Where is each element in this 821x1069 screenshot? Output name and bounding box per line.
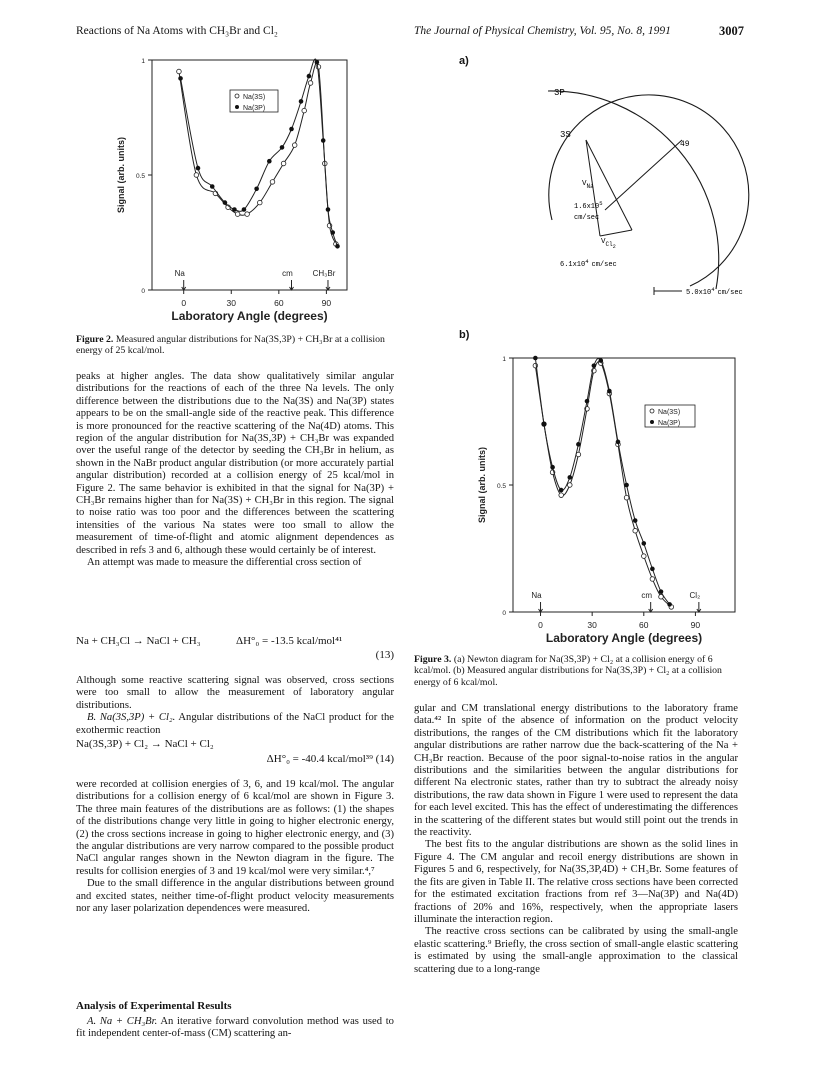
data-point-na3s: [308, 81, 313, 86]
data-point-na3p: [242, 207, 247, 212]
y-tick-label: 1: [141, 58, 145, 65]
paragraph-text: Angular distributions of the NaCl product for the exothermic reaction: [76, 712, 394, 736]
data-point-na3s: [245, 212, 250, 217]
data-point-na3p: [254, 187, 259, 192]
x-tick-label: 60: [274, 298, 284, 308]
figure-2-chart: [100, 55, 365, 335]
paragraph: [76, 1016, 394, 1041]
reference-label: Cl₂: [689, 591, 701, 600]
page-number: 3007: [719, 24, 744, 38]
49-degree-line: [605, 140, 682, 210]
data-point-na3p: [210, 184, 215, 189]
data-point-na3p: [616, 440, 621, 445]
x-axis-label: Laboratory Angle (degrees): [545, 631, 703, 645]
data-point-na3p: [624, 483, 629, 488]
figure-3b-chart: [460, 345, 745, 650]
equation-13-number: (13): [375, 649, 394, 661]
scale-unit: cm/sec: [717, 289, 743, 297]
y-tick-label: 0.5: [496, 483, 506, 490]
newton-diagram: [500, 70, 743, 310]
scale-mantissa: 5.0x10: [686, 289, 712, 297]
right-column: [414, 703, 738, 976]
y-tick-label: 0: [502, 610, 506, 617]
equation-13: [76, 635, 394, 661]
equation-14-enthalpy: ΔH°₀ = -40.4 kcal/mol³⁹: [266, 753, 373, 765]
x-tick-label: 90: [690, 620, 701, 630]
data-point-na3s: [641, 554, 646, 559]
data-point-na3p: [321, 138, 326, 143]
legend-symbol-na3p: [235, 105, 239, 109]
reference-label: Na: [174, 269, 185, 278]
paragraph: The reactive cross sections can be calibrated by using the small-angle elastic scattering.⁹ Briefly, the cross section of small-angle elastic scattering is estimated by using the small-angle approximation to the classical scattering due to a long-range: [414, 926, 738, 975]
figure-2-caption-text: Measured angular distributions for Na(3S,3P) + CH₃Br at a collision energy of 25 kcal/mol.: [76, 334, 385, 357]
x-axis-label: Laboratory Angle (degrees): [171, 309, 328, 323]
equation-14-number: (14): [375, 753, 394, 765]
scale-label: [686, 286, 743, 297]
left-column-upper: [76, 371, 394, 570]
data-point-na3p: [335, 244, 340, 249]
vna-value: [574, 200, 603, 211]
legend-symbol-na3s: [650, 409, 654, 413]
label-3p: 3P: [554, 88, 565, 98]
left-column-middle: [76, 675, 394, 737]
data-point-na3p: [607, 389, 612, 394]
data-point-na3p: [559, 488, 564, 493]
label-49: 49: [680, 140, 690, 149]
vcl2-value-exponent: 4: [585, 258, 589, 265]
data-point-na3p: [576, 442, 581, 447]
y-tick-label: 1: [502, 356, 506, 363]
vna-value-mantissa: 1.6x10: [574, 203, 600, 211]
vcl2-value: [560, 258, 617, 269]
data-point-na3s: [258, 200, 263, 205]
equation-14-reaction: Na(3S,3P) + Cl₂ → NaCl + Cl₂: [76, 738, 214, 750]
series-line-na3p: [181, 59, 338, 246]
data-point-na3p: [326, 207, 331, 212]
left-column-bottom: [76, 1016, 394, 1041]
data-point-na3s: [316, 65, 321, 70]
figure-2-caption-label: Figure 2.: [76, 334, 114, 345]
label-3s: 3S: [560, 130, 571, 140]
vcl-subscript: Cl: [605, 241, 613, 248]
data-point-na3p: [592, 363, 597, 368]
data-point-na3p: [633, 518, 638, 523]
data-point-na3p: [542, 422, 547, 427]
equation-13-reaction: Na + CH₃Cl → NaCl + CH₃: [76, 635, 201, 647]
paragraph: were recorded at collision energies of 3, 6, and 19 kcal/mol. The angular distributions for a collision energy of 6 kcal/mol are shown in Figure 3. The three main features of the distributions are as follows: (1) the shapes of the distributions change very little in going to higher electronic energy, (2) the cross sections increase in going to higher electronic energy, and (3) the angular distributions are very narrow compared to the possible product NaCl angular ranges shown in the Newton diagram in the figure. The results for collision energies of 3 and 19 kcal/mol were very similar.⁴,⁷: [76, 779, 394, 877]
vna-unit: cm/sec: [574, 214, 600, 222]
paragraph-text: An iterative forward convolution method was used to fit independent center-of-mass (CM) scattering an-: [76, 1016, 394, 1040]
legend-label: Na(3P): [658, 420, 681, 427]
section-heading: Analysis of Experimental Results: [76, 1000, 232, 1012]
data-point-na3p: [280, 145, 285, 150]
figure-3-caption-label: Figure 3.: [414, 654, 452, 665]
figure-3b-label: b): [459, 329, 470, 341]
data-point-na3p: [196, 166, 201, 171]
data-point-na3p: [232, 207, 237, 212]
running-header-left: Reactions of Na Atoms with CH₃Br and Cl₂: [76, 25, 278, 37]
data-point-na3s: [559, 493, 564, 498]
data-point-na3s: [633, 528, 638, 533]
data-point-na3s: [302, 108, 307, 113]
left-column-lower: [76, 779, 394, 915]
data-point-na3s: [292, 143, 297, 148]
figure-2-caption: [76, 334, 394, 357]
data-point-na3p: [598, 358, 603, 363]
data-point-na3p: [267, 159, 272, 164]
data-point-na3p: [315, 60, 320, 65]
legend-symbol-na3s: [235, 94, 239, 98]
scale-exponent: 4: [711, 286, 715, 293]
data-point-na3p: [567, 475, 572, 480]
subsection-head: A. Na + CH₃Br.: [87, 1016, 158, 1027]
legend-label: Na(3S): [658, 409, 681, 416]
figure-3-caption: [414, 654, 738, 688]
data-point-na3s: [624, 495, 629, 500]
data-point-na3p: [533, 356, 538, 361]
paragraph: Although some reactive scattering signal was observed, cross sections were too small to allow the measurement of laboratory angular distributions.: [76, 675, 394, 711]
vcl-subscript-2: 2: [612, 244, 616, 250]
equation-13-enthalpy: ΔH°₀ = -13.5 kcal/mol⁴¹: [236, 635, 343, 647]
x-tick-label: 30: [226, 298, 237, 308]
vcl-symbol: V: [601, 238, 606, 246]
reference-label: cm: [282, 269, 293, 278]
paragraph: An attempt was made to measure the differential cross section of: [87, 557, 362, 569]
data-point-na3s: [270, 180, 275, 185]
vna-symbol: V: [582, 180, 587, 188]
series-line-na3p: [535, 358, 669, 604]
paragraph: The best fits to the angular distributions are shown as the solid lines in Figure 4. The CM angular and recoil energy distributions are shown in Figures 5 and 6, respectively, for Na(3S,3P,4D) + CH₃Br. Some features of the fits are given in Table II. The relative cross sections have been corrected for the estimated excitation fractions from ref 3—Na(3P) and Na(4D) fractions of 20% and 16%, respectively, when the appropriate lasers illuminate the interaction region.: [414, 839, 738, 925]
data-point-na3p: [550, 465, 555, 470]
data-point-na3p: [223, 200, 228, 205]
x-tick-label: 90: [321, 298, 332, 308]
reference-label: CH₃Br: [312, 269, 336, 278]
data-point-na3s: [567, 483, 572, 488]
figure-3a-label: a): [459, 55, 469, 67]
vcl2-vector: [600, 230, 632, 236]
x-tick-label: 0: [181, 298, 187, 308]
reference-label: cm: [641, 591, 653, 600]
legend-symbol-na3p: [650, 420, 654, 424]
data-point-na3p: [299, 99, 304, 104]
data-point-na3p: [307, 74, 312, 79]
data-point-na3s: [194, 173, 199, 178]
x-tick-label: 60: [639, 620, 649, 630]
vcl2-value-unit: cm/sec: [591, 261, 617, 269]
legend-label: Na(3S): [243, 94, 266, 101]
y-axis-label: Signal (arb. units): [116, 136, 126, 214]
3p-arc: [548, 91, 719, 289]
equation-14: [76, 738, 394, 765]
data-point-na3p: [330, 230, 335, 235]
paragraph: [76, 712, 394, 737]
subsection-head: B. Na(3S,3P) + Cl₂.: [87, 712, 176, 724]
vna-subscript: Na: [586, 183, 594, 190]
data-point-na3p: [289, 127, 294, 132]
x-tick-label: 30: [587, 620, 597, 630]
reference-label: Na: [531, 591, 542, 600]
figure-3-caption-text: (a) Newton diagram for Na(3S,3P) + Cl₂ at a collision energy of 6 kcal/mol. (b) Measured angular distributions for Na(3S,3P) + Cl₂ at a collision energy of 6 kcal/mol.: [414, 654, 722, 688]
paragraph: Due to the small difference in the angular distributions between ground and excited states, neither time-of-flight product velocity measurements nor any laser polarization dependences were measured.: [76, 878, 394, 915]
y-tick-label: 0.5: [135, 173, 145, 180]
paragraph: gular and CM translational energy distributions to the laboratory frame data.⁴² In spite of the absence of information on the product velocity distributions, the ranges of the CM distributions which fit the laboratory angular distributions are rather narrow due the back-scattering of the Na + CH₃Br reaction. Because of the poor signal-to-noise ratios in the angular distributions and the similarities between the angular distributions for different Na electronic states, rather than try to subtract the already noisy distributions, the raw data shown in Figure 1 were used to represent the data for each level excited. This has the effect of underestimating the differences in the scattering of the different states but would still point out the trends in the reactivity.: [414, 703, 738, 839]
y-axis-label: Signal (arb. units): [477, 446, 487, 524]
equation-14-line: [76, 753, 394, 765]
data-point-na3s: [177, 69, 182, 74]
data-point-na3p: [641, 541, 646, 546]
data-point-na3p: [178, 76, 183, 81]
legend-label: Na(3P): [243, 105, 266, 112]
x-tick-label: 0: [538, 620, 543, 630]
data-point-na3p: [667, 602, 672, 607]
data-point-na3p: [585, 399, 590, 404]
data-point-na3s: [650, 577, 655, 582]
data-point-na3s: [281, 161, 286, 166]
y-tick-label: 0: [141, 288, 145, 295]
running-header-journal: The Journal of Physical Chemistry, Vol. 95, No. 8, 1991: [414, 25, 671, 37]
label-vcl2: [601, 238, 616, 250]
data-point-na3s: [235, 212, 240, 217]
vna-value-exponent: 5: [599, 200, 603, 207]
data-point-na3p: [659, 589, 664, 594]
vcl2-value-mantissa: 6.1x10: [560, 261, 586, 269]
paragraph: peaks at higher angles. The data show qualitatively similar angular distributions for the reactions of each of the three Na levels. The only difference between the distributions due to the Na(3S) and Na(3P) states appears to be on the small-angle side of the reactive peak. This difference is more pronounced for the reactive scattering of the Na(4D) atoms. This region of the angular distribution for Na(3S,3P) + CH₃Br was expanded over the useful range of the detector by seeding the CH₃Br in helium, as shown in the NaBr product angular distribution (or more accurately partial angular distribution) recorded at a collision energy of 25 kcal/mol in Figure 2. The same behavior is exhibited in that the signal for Na(3P) + CH₃Br remains higher than for Na(3S) + CH₃Br in this region. The signal to noise ratio was too poor and the differences between the scattering intensities of the various Na states were too small to allow the measurement of time-of-flight and atomic alignment dependences as described in refs 3 and 6, although these would certainly be of interest.: [76, 371, 394, 556]
data-point-na3p: [650, 567, 655, 572]
